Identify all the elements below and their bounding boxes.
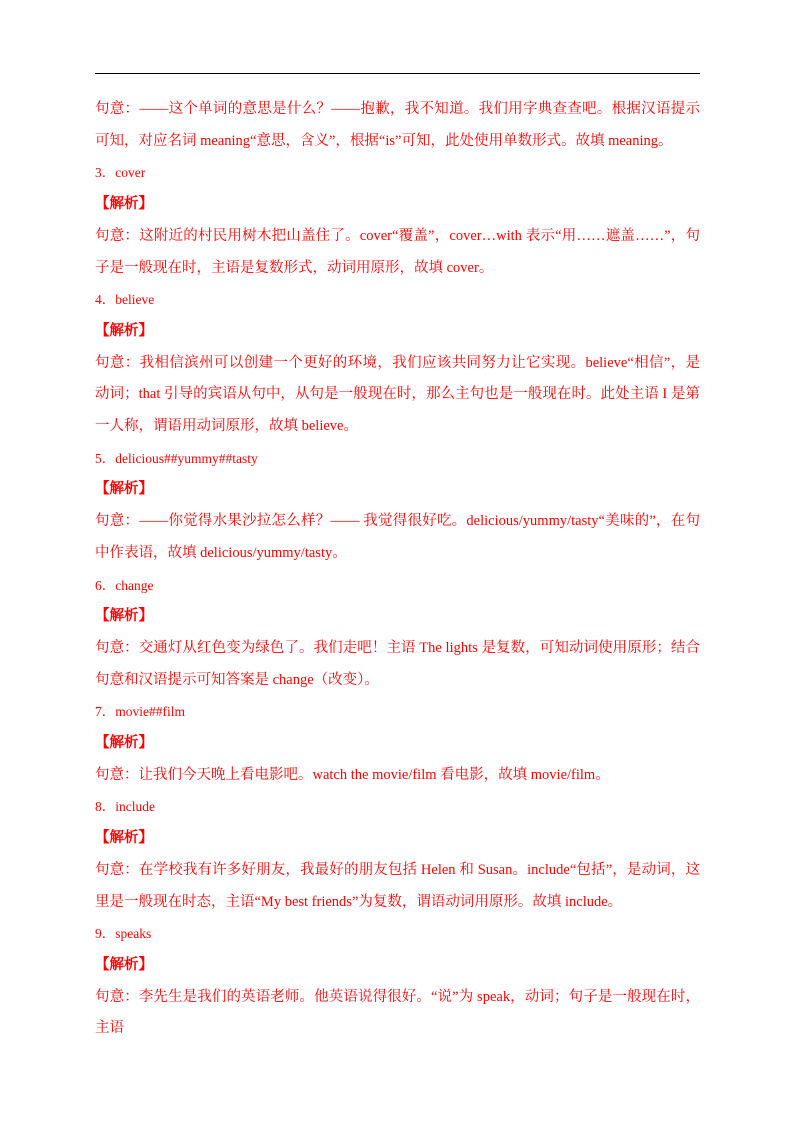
analysis-label: 【解析】 (95, 481, 153, 498)
answer-line: 6．change (95, 577, 154, 593)
answer-entry-8 (95, 791, 700, 918)
answer-line: 8．include (95, 799, 155, 815)
answer-line: 3．cover (95, 165, 146, 181)
analysis-label: 【解析】 (95, 830, 153, 847)
answer-entry-5 (95, 443, 700, 570)
analysis-label: 【解析】 (95, 735, 153, 752)
header-rule (95, 73, 700, 74)
explanation-paragraph: 句意：这附近的村民用树木把山盖住了。cover“覆盖”，cover…with 表示“用……遮盖……”，句子是一般现在时，主语是复数形式，动词用原形，故填 cover。 (95, 227, 700, 276)
answer-entry-4 (95, 284, 700, 443)
top-paragraph: 句意：——这个单词的意思是什么？——抱歉，我不知道。我们用字典查查吧。根据汉语提示可知，对应名词 meaning“意思，含义”，根据“is”可知，此处使用单数形式。故填 meaning。 (95, 101, 700, 149)
answer-line: 5．delicious##yummy##tasty (95, 450, 258, 466)
document-body (95, 94, 700, 1045)
answer-line: 4．believe (95, 292, 155, 308)
answer-entry-9 (95, 918, 700, 1045)
answer-line: 9．speaks (95, 926, 152, 942)
explanation-paragraph: 句意：让我们今天晚上看电影吧。watch the movie/film 看电影，故填 movie/film。 (95, 766, 610, 783)
answer-entry-7 (95, 696, 700, 791)
answer-line: 7．movie##film (95, 704, 185, 720)
answer-entry-6 (95, 570, 700, 697)
explanation-paragraph: 句意：李先生是我们的英语老师。他英语说得很好。“说”为 speak，动词；句子是一般现在时，主语 (95, 988, 700, 1037)
answer-entry-3 (95, 157, 700, 284)
analysis-label: 【解析】 (95, 196, 153, 213)
explanation-paragraph: 句意：在学校我有许多好朋友，我最好的朋友包括 Helen 和 Susan。include“包括”，是动词，这里是一般现在时态，主语“My best friends”为复数，谓语动词用原形。故填 include。 (95, 861, 700, 910)
analysis-label: 【解析】 (95, 608, 153, 625)
explanation-paragraph: 句意：交通灯从红色变为绿色了。我们走吧！主语 The lights 是复数，可知动词使用原形；结合句意和汉语提示可知答案是 change（改变）。 (95, 639, 700, 688)
explanation-paragraph: 句意：我相信滨州可以创建一个更好的环境，我们应该共同努力让它实现。believe“相信”，是动词；that 引导的宾语从句中，从句是一般现在时，那么主句也是一般现在时。此处主语 I 是第一人称，谓语用动词原形，故填 believe。 (95, 354, 700, 435)
explanation-paragraph: 句意：——你觉得水果沙拉怎么样？—— 我觉得很好吃。delicious/yummy/tasty“美味的”，在句中作表语，故填 delicious/yummy/tasty。 (95, 513, 700, 561)
analysis-label: 【解析】 (95, 956, 153, 973)
analysis-label: 【解析】 (95, 322, 153, 339)
